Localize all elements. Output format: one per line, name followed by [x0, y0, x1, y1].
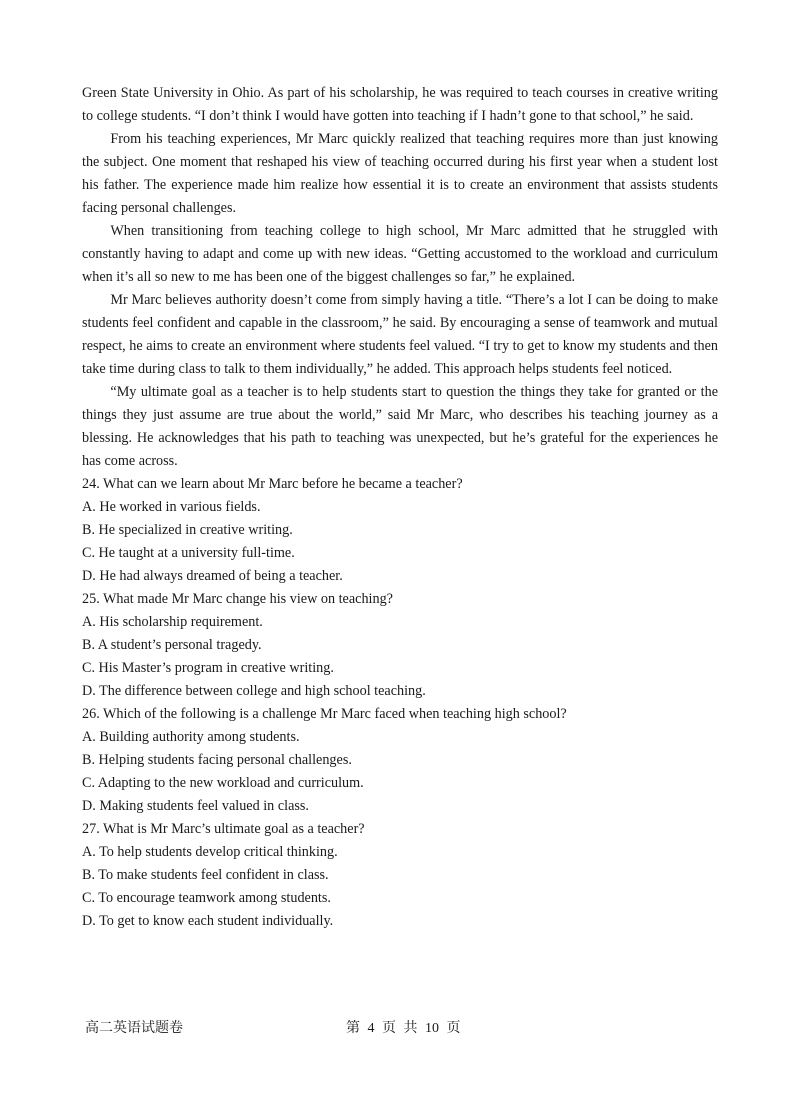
- answer-option: A. To help students develop critical thinking.: [82, 844, 338, 860]
- question-stem: 26. Which of the following is a challenge Mr Marc faced when teaching high school?: [82, 706, 567, 722]
- answer-option: B. A student’s personal tragedy.: [82, 637, 262, 653]
- answer-option: D. The difference between college and high school teaching.: [82, 683, 426, 699]
- question-stem: 25. What made Mr Marc change his view on teaching?: [82, 591, 393, 607]
- question-stem: 24. What can we learn about Mr Marc before he became a teacher?: [82, 476, 463, 492]
- question-27: [82, 818, 718, 933]
- answer-option: B. Helping students facing personal challenges.: [82, 752, 352, 768]
- answer-option: C. Adapting to the new workload and curriculum.: [82, 775, 364, 791]
- passage-paragraph: When transitioning from teaching college to high school, Mr Marc admitted that he struggled with constantly having to adapt and come up with new ideas. “Getting accustomed to the workload and curriculum when it’s all so new to me has been one of the biggest challenges so far,” he explained.: [82, 223, 718, 285]
- passage-paragraph: Mr Marc believes authority doesn’t come from simply having a title. “There’s a lot I can be doing to make students feel confident and capable in the classroom,” he said. By encouraging a sense of teamwork and mutual respect, he aims to create an environment where students feel valued. “I try to get to know my students and then take time during class to talk to them individually,” he added. This approach helps students feel noticed.: [82, 292, 718, 377]
- answer-option: B. To make students feel confident in class.: [82, 867, 329, 883]
- answer-option: B. He specialized in creative writing.: [82, 522, 293, 538]
- answer-option: A. His scholarship requirement.: [82, 614, 263, 630]
- question-26: [82, 703, 718, 818]
- answer-option: A. He worked in various fields.: [82, 499, 261, 515]
- answer-option: C. To encourage teamwork among students.: [82, 890, 331, 906]
- question-stem: 27. What is Mr Marc’s ultimate goal as a teacher?: [82, 821, 365, 837]
- document-page: [82, 82, 718, 933]
- answer-option: A. Building authority among students.: [82, 729, 300, 745]
- passage-paragraph: Green State University in Ohio. As part of his scholarship, he was required to teach courses in creative writing to college students. “I don’t think I would have gotten into teaching if I hadn’t gone to that school,” he said.: [82, 85, 718, 124]
- answer-option: D. He had always dreamed of being a teacher.: [82, 568, 343, 584]
- page-footer: [0, 1019, 800, 1039]
- answer-option: D. To get to know each student individually.: [82, 913, 334, 929]
- passage-paragraph: From his teaching experiences, Mr Marc quickly realized that teaching requires more than just knowing the subject. One moment that reshaped his view of teaching occurred during his first year when a student lost his father. The experience made him realize how essential it is to create an environment that assists students facing personal challenges.: [82, 131, 718, 216]
- page-number: 第 4 页 共 10 页: [346, 1021, 461, 1036]
- question-24: [82, 473, 718, 588]
- passage-paragraph: “My ultimate goal as a teacher is to help students start to question the things they take for granted or the things they just assume are true about the world,” said Mr Marc, who describes his teaching journey as a blessing. He acknowledges that his path to teaching was unexpected, but he’s grateful for the experiences he has come across.: [82, 384, 718, 469]
- question-25: [82, 588, 718, 703]
- answer-option: C. He taught at a university full-time.: [82, 545, 295, 561]
- answer-option: C. His Master’s program in creative writing.: [82, 660, 334, 676]
- exam-title: 高二英语试题卷: [85, 1021, 183, 1036]
- answer-option: D. Making students feel valued in class.: [82, 798, 309, 814]
